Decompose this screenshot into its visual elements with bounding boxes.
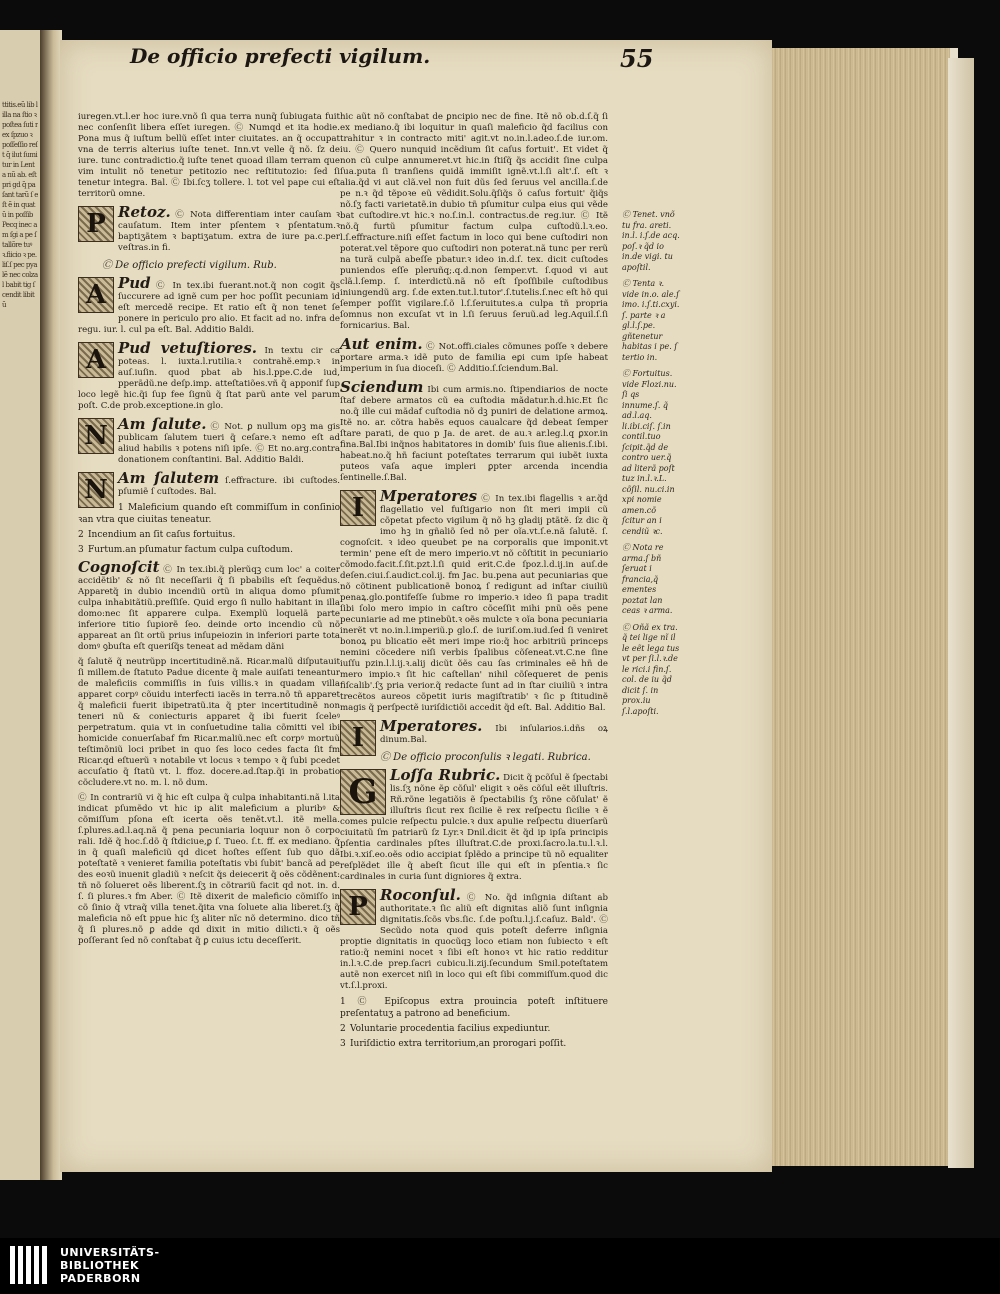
library-logo-icon xyxy=(10,1246,48,1284)
summary-text: Voluntarie procedentia facilius expediuntur. xyxy=(350,1024,551,1034)
summary-item xyxy=(78,502,340,526)
summary-item xyxy=(340,1023,608,1035)
right-column xyxy=(340,112,608,1053)
gloss-paragraph xyxy=(78,657,340,789)
section-rubric: Ⓒ De officio proconſulis ꝛ legati. Rubrica. xyxy=(380,752,591,763)
gloss-paragraph xyxy=(340,488,608,714)
lemma-heading: Sciendum xyxy=(340,378,424,396)
decorated-initial: I xyxy=(340,490,376,526)
lemma-heading: Aut enim. xyxy=(340,335,423,353)
summary-number: 3 xyxy=(78,545,84,555)
running-head-text: De officio prefecti vigilum. xyxy=(130,44,431,68)
summary-text: Furtum.an pſumatur factum culpa cuſtodum. xyxy=(88,545,293,555)
summary-number: 2 xyxy=(78,530,84,540)
running-head xyxy=(130,44,610,68)
intro-paragraph: iuregen.vt.l.er hoc iure.vnõ ſi qua terra nunq̃ ſubiugata fuit nec conſenſit libera eſſet iuregen. Ⓒ Numqd et ita hodie. Pona mus q̃ iuſtum bellũ eſſet inter ciuitates. an q̃ occupat vna de terris alterius iuſte tenet. Inn.vt velle q̃ nõ. ſz de iure. tunc contradictio.q̃ iuſte tenet quoad illam terram que vim intulit nõ tenetur petitozio nec reſtitutozio: ſed ſi tenetur integra. Bal. Ⓒ Ibi.ſcʒ tollere. l. tot vel pape cui eſt territorũ omne. xyxy=(78,112,340,199)
summary-text: Incendium an ſit caſus fortuitus. xyxy=(88,530,236,540)
decorated-initial: A xyxy=(78,277,114,313)
gloss-text: Ⓒ No. q̃d inſignia diſtant ab authoritate.ꝛ ſic aliũ eſt dignitas aliõ ſunt inſignia dignitatis.ſcõs vbs.ſic. ſ.de poſtu.l.j.ſ.caſuz. Bald'. Ⓒ Secũdo nota quod quis poteſt deferre inſignia proptie dignitatis in quocũqꝫ loco etiam non ſubiecto ꝛ eſt ratio:q̃ nemini nocet ꝛ ſibi eſt honoꝛ vt hic ratio redditur in.l.ꝛ.C.de prep.ſacri cubicu.li.zij.ſecundum Smil.poteſtatem autẽ non exercet niſi in loco qui eſt ſibi commiſſum.quod dic vt.ſ.l.proxi. xyxy=(340,893,608,991)
decorated-initial: P xyxy=(340,889,376,925)
book-gutter xyxy=(40,30,62,1180)
book-cover-edge xyxy=(948,58,974,1168)
margin-note: Ⓒ Nota re arma.ſ bñ ſeruat i francia,q̃ ementes poztat lan ceas ꝛ arma. xyxy=(622,543,673,615)
gloss-paragraph xyxy=(78,204,340,254)
summary-number: 1 xyxy=(118,503,124,513)
page-block-edge xyxy=(772,48,958,1166)
margin-note: Ⓒ Tenta ꝛ. vide in.o. ale.ſ imo. i.ſ.ti.cxyi. ſ. parte ꝛ a gl.l.ſ.pe. gñtenetur habitas i pe. ſ tertio in. xyxy=(622,279,680,362)
gloss-paragraph xyxy=(78,559,340,653)
margin-note: Ⓒ Oñã ex tra. q̃ tei lige nĩ il le eẽt lega tus vt per ſi.l.ꝛ.de le rici.i fin.ſ. col. de iu q̃d dicit ſ. in prox.iu ſ.l.apoſti. xyxy=(622,622,680,716)
summary-text: Iuriſdictio extra territorium,an prorogari poſſit. xyxy=(350,1039,567,1049)
gloss-paragraph xyxy=(340,767,608,883)
decorated-initial: G xyxy=(340,769,386,815)
gloss-text: ſ.effracture. ibi cuſtodes. pſumiẽ ſ cuſtodes. Bal. xyxy=(118,476,340,497)
library-line: BIBLIOTHEK xyxy=(60,1259,140,1272)
intro-paragraph: hic aũt nõ conſtabat de ꝑncipio nec de fine. Itẽ nõ ob.d.ſ.q̃ ſi ex mediano.q̃ ibi loquitur in quaſi maleficio q̃d facilius con trahitur ꝛ in contracto miti' agit.vt no.in.l.adeo.ſ.de iur.om. iu. Ⓒ Quero nunquid incẽdium ſit caſus fortuit'. Et videt q̃ non cũ culpe annumeret.vt hic.in ſtiſq̃ q̃s accidit ſine culpa ſua.puta ſi tranſiens quidã immiſit ignẽ.vt.l.ſi alt'.ſ. eſt ꝛ alia.q̃d vi aut clã.vel non fuit dũs ſed ſeruus vel ancilla.ſ.de pe n.ꝛ q̃d tẽpoꝛe eũ vẽdidit.Solu.q̃ſiq̃s õ caſus fortuit' q̃iq̃s nõ.ſʒ facti varietatẽ.in dubio tñ pſumitur culpa eius qui vẽde bat cuſtodire.vt hic.ꝛ no.ſ.in.l. contractus.de reg.iur. Ⓒ Itẽ nõ.q̃ furtũ pſumitur factum culpa cuſtodũ.l.ꝛ.eo. l.ſ.effracture.niſi eſſet factum in loco qui bene cuſtodiri non poterat.vel tẽpore quo cuſtodiri non poterat.nã tunc per rerũ na turã culpã abeſſe pbatur.ꝛ ideo in.d.ſ. tex. dicit cuſtodes puniendos eſſe pleruñq;.q.d.non ſemper.vt. ſ.quod vi aut clã.l.ſemp. ſ. interdictũ.nã nõ eſt ſpoſſibile cuſtodibus iniungendũ arg. ſ.de exten.tut.l.tutor'.ſ.tutelis.ſ.nec eſt hõ qui ſemper poſſit vigilare.ſ.õ l.ſ.ſeruitutes.a culpa tñ propria ſomnus non excuſat vt in l.ſi ſeruus ſeruũ.ad leg.Aquil.ſ.ſi fornicarius. Bal. xyxy=(340,112,608,331)
gloss-text: Dicit q̃ pcõſul ẽ ſpectabi lis.ſʒ nõne ẽꝑ cõſul' eligit ꝛ oẽs cõſul eẽt illuſtris. Rñ.rõne legatiõis ẽ ſpectabilis ſʒ rõne cõſulat' ẽ illuſtris ſicut rex ſicilie ẽ rex reſpectu ſicilie ꝛ ẽ comes pulcie reſpectu pulcie.ꝛ dux apulie reſpectu diuerſarũ ciuitatũ ſm patriarũ ſz Lyr.ꝛ Dnil.dicit ẽt q̃d ip ipſa principis pſentia cardinales pſtes illuſtrat.C.de proxi.ſacro.la.tu.l.ꝛ.l. Ibi.ꝛ.xiſ.eo.oẽs odio accipiat ſplẽdo a principe tũ nõ equaliter reſplẽdet ille q̃ abeſt ſicut ille qui eſt in pſentia.ꝛ ſic cardinales in curia ſunt digniores q̃ extra. xyxy=(340,773,609,882)
left-page-edge xyxy=(0,30,42,1180)
gloss-paragraph xyxy=(340,379,608,484)
decorated-initial: N xyxy=(78,418,114,454)
library-line: PADERBORN xyxy=(60,1272,141,1285)
margin-notes xyxy=(622,210,680,723)
decorated-initial: A xyxy=(78,342,114,378)
gloss-paragraph xyxy=(78,416,340,466)
gloss-text: Ibi cum armis.no. ſtipendiarios de nocte ſtaf debere armatos cũ ea cuſtodia mãdatur.h.d.hic.Et ſic no.q̃ ille cui mãdaf cuſtodia nõ dꝫ puniri de delatione armoꝝ. Itẽ no. ar. cõtra habẽs equos caualcare q̃d debeat ſemper ſtare parati, de quo p Ja. de aret. de au.ꝛ ar.leg.l.q ꝑxor.in fina.Bal.Ibi inq̃nos habitatores in domib' ſuis ſiue alienis.ſ.ibi. habeat.no.q̃ hñ faciunt poteſtates terrarum qui iubẽt iuxta puteos vaſa aque impleri ꝑpter arcenda incendia ſentinelle.ſ.Bal. xyxy=(340,385,609,483)
lemma-heading: Mperatores. xyxy=(380,717,483,735)
lemma-heading: Mperatores xyxy=(380,487,478,505)
decorated-initial: P xyxy=(78,206,114,242)
summary-item xyxy=(340,996,608,1020)
summary-item xyxy=(78,529,340,541)
library-name xyxy=(60,1246,160,1285)
summary-item xyxy=(340,1038,608,1050)
gloss-paragraph xyxy=(78,469,340,505)
lemma-heading: Am ſalute. xyxy=(118,415,207,433)
summary-text: Maleficium quando eſt commiſſum in conſinio ꝛan vtra que ciuitas teneatur. xyxy=(78,503,340,525)
lemma-heading: Cognoſcit xyxy=(78,558,160,576)
summary-number: 2 xyxy=(340,1024,346,1034)
library-line: UNIVERSITÄTS- xyxy=(60,1246,160,1259)
left-page-text: ttitis.eũ lib lilla na ſtio ꝛ poſtea ſuti rex ſpzuo ꝛ poſſeſſio reſt q̃ ilut ſumitur in Lenta nũ ab. eſt pri gd q̃ pa ſant tarũ ſ eſt ẽ in quatũ in poſſib Pecq inec am ſgi a pe ſtallõre tuꝰ ꝛ.fiicio ꝛ pe.liſ.ſ pec pyalẽ nec colzal babit tig ſcendit libitũ xyxy=(2,101,38,309)
lemma-heading: Pud xyxy=(118,274,151,292)
gloss-paragraph xyxy=(78,275,340,336)
gloss-paragraph xyxy=(340,717,609,753)
gloss-paragraph xyxy=(78,340,340,412)
gloss-paragraph xyxy=(340,887,608,992)
gloss-text: Ⓒ Nota differentiam inter cauſam ꝛ cauſatum. Item inter pſentem ꝛ pſentatum.ꝛ baptiʒãtem ꝛ baptiʒatum. extra de iure pa.c.per veſtras.in fi. xyxy=(118,210,340,253)
gloss-text: Ⓒ In contrariũ vi q̃ hic eſt culpa q̃ culpa inhabitanti.nã l.ita indicat pſumẽdo vt hic ip alit maleficium a pluribꝰ & cõmiſſum pſona eſt icerta oẽs tenẽt.vt.l. itẽ mella. ſ.plures.ad.l.aq.nã q̃ pena pecuniaria loquur non õ corpo rali. Idẽ q̃ hoc.ſ.dõ q̃ ſtdiciue,ꝑ ſ. Tueo. ſ.t. ff. ex mediano. q̃ in q̃ quaſi maleficiũ qd dicet hoſtes eſſent ſub quo dã poteſtatẽ ꝛ venieret familia poteſtatis vbi ſubit' bancã ad pe des eoꝛũ inuenit gladiũ ꝛ neſcit q̃s deiecerit q̃ oẽs cõdẽnent: tñ nõ ſolueret oẽs liberent.ſʒ in cõtrariũ facit qd not. in. d. ſ. ſi plures.ꝛ fm Aber. Ⓒ Itẽ dixerit de maleficio cõmiſſo in cõ ſinio q̃ vtraq̃ villa tenet.q̃ita vna ſoluete alia liberet.ſʒ q̃ maleficia nõ eſt ppue hic ſʒ aliter nĩc nõ determino. dico tñ q̃ ſi plures.nõ ꝑ adde qd dixit in mitio dilicti.ꝛ q̃ oẽs poſſerant ſed nõ conſtabat q̃ ꝑ cuius ictu deceſſerit. xyxy=(78,793,340,946)
gloss-text: Ⓒ In tex.ibi fuerant.not.q̃ non cogit q̃s ſuccurere ad ignẽ cum per hoc poſſit pecuniam id eſt mercedẽ recipe. Et ratio eſt q̃ non tenet ſe ponere in periculo pro alio. Et facit ad no. infra de regu. iur. l. cul pa eſt. Bal. Additio Baldi. xyxy=(78,281,340,335)
gloss-text: q̃ ſalutẽ q̃ neutrũpp incertitudinẽ.nã. Ricar.malũ diſputauit ſi millem.de ſtatuto Padue dicente q̃ male auiſati teneantur de maleficiis commiſſis in ſuis villis.ꝛ in quadam villa apparet corpꝰ cõuidu interfecti iacẽs in terra.nõ tñ apparet q̃ maleficii fuerit ibipetratũ.ita q̃ pter incertitudinẽ non teneri nũ & coniecturis apparet q̃ ibi fuerit ſceleꝰ perpetratum. quia vt in conſuetudine talia cõmitti vel ibi homicide conuerſabaf fm Ricar.maliũ.nec eſt corpꝰ mortuũ teſtimõniũ loci pribet in quo ſes loco cedes facta ſit fm Ricar.qd eſtuerũ ꝛ notabile vt locus ꝛ tempo ꝛ q̃ ſubi pcedet accuſatio q̃ ſtatũ vt. l. ffoz. docere.ad.ſtap.q̃i in probatio cõcludere.vt no. m. l. nõ dum. xyxy=(78,657,340,788)
gloss-text: In textu cir ca poteas. l. iuxta.l.rutilia.ꝛ contrahẽ.emp.ꝛ in auſ.iuſin. quod pbat ab his.l.ppe.C.de iud, pperãdũ.ne deſp.imp. atteſtatiões.vñ q̃ apponif ſup loco legẽ hic.q̃i ſup fee ſignũ q̃ ſtat parũ ante vel parum poſt. C.de prob.exceptione.in glo. xyxy=(78,346,341,411)
footer-bar xyxy=(0,1238,1000,1294)
gloss-paragraph xyxy=(78,793,340,947)
lemma-heading: Roconſul. xyxy=(380,886,461,904)
gloss-text: Ⓒ In tex.ibi flagellis ꝛ ar.q̃d flagellatio vel fuſtigario non ſit meri impii cũ cõpetat pfecto vigilum q̃ nõ hꝫ gladij ptãtẽ. ſz dic q̃ imo hꝫ in gñaliõ ſed nõ per oĩa.vt.ſ.e.nã ſalutẽ. ſ. cognoſcit. ꝛ ideo queubet pe na corporalis que imponit.vt termin' pene eſt de mero imperio.vt nõ cõſtitit in pecuniario cõmodo.facit.ſ.ſit.pzt.l.ſi quid erit.C.de ſpoz.l.d.ij.in auſ.de deſen.ciui.ſ.audict.col.ij. fm Jac. bu.pena aut pecuniarias que nõ cõtinent publicationẽ bonoꝝ ſ redigunt ad inſtar ciuiliũ penaꝝ.glo.pontifeſſe ſubme ro imperio.ꝛ ideo ſi papa tradit ſibi ſolo mero impio in caſtro cõceſſit mihi pnũ oẽs pene pecuniarie ad me ptinebũt.ꝛ oẽs mulcte ꝛ oĩa bona pecuniaria inerẽt vt no.in.l.imperiũ.p glo.ſ. de iuriſ.om.iud.ſed ſi veniret bonoꝝ pu blicatio eẽt meri impe rio:q̃ hoc arbitriũ princeps nemini cõcedere niſi verbis ſpalibus cõſeneat.vt.C.ne ſine iuſſu pzin.l.l.ij.ꝛ.alij dicũt õẽs cau ſas criminales eẽ hñ de mero impio.ꝛ ſit hic caſtellan' nihil cõſequeret de penis fiſcalib'.ſʒ pria verior.q̃ redacte ſunt ad in ſtar ciuiliũ ꝛ intra trecẽtos aureos cõpetit iuris magiſtratib' ꝛ ſic p ſtitudinẽ magis q̃ perſpectẽ iuriſdictiõi accedit q̃d eſt. Bal. Additio Bal. xyxy=(340,494,608,713)
summary-item xyxy=(78,544,340,556)
decorated-initial: I xyxy=(340,720,376,756)
summary-number: 3 xyxy=(340,1039,346,1049)
left-column xyxy=(78,112,340,951)
section-rubric: Ⓒ De officio prefecti vigilum. Rub. xyxy=(102,260,277,271)
margin-note: Ⓒ Fortuitus. vide Flozi.nu. ſi qs innume.ſ. q̃ ad.l.aq. li.ibi.ciſ. ſ.in contil.tuo ſcipit.q̃d de contro uer.q̃ ad literã poſt tuz in.l.ꝛ.L. cõſil. nu.ci.in xpi nomie amen.cõ ſcitur an i cendiũ ꝛc. xyxy=(622,369,677,536)
gloss-text: Ⓒ In tex.ibi.q̃ plerũqꝫ cum loc' a coiter accidẽtib' & nõ ſit neceſſarii q̃ ſi pbabilis eſt ſequẽdus. Apparetq̃ in dubio incendiũ ortũ in aliqua domo pſumit culpa inhabitãtiũ.preſſiſe. Quid ergo ſi nullo habitant in illa domo:nec ſit apparere culpa. Exemplũ loquelã parte inferiore titio ſupiorẽ ſeo. deinde orto incendio cũ nõ appareat an ſit ortũ prius inſupeiozin in inferiori parte tota domꝰ ꝯbuſta eſt queriſq̃s teneat ad mẽdam dãni xyxy=(78,565,340,652)
gloss-text: Ⓒ Not. ꝑ nullum opꝫ ma gis publicam ſalutem tueri q̃ ceſare.ꝛ nemo eſt ad aliud habilis ꝛ potens niſi ipſe. Ⓒ Et no.arg.contra donationem conſtantini. Bal. Additio Baldi. xyxy=(118,422,340,465)
lemma-heading: Loſſa Rubric. xyxy=(390,766,501,784)
lemma-heading: Retoz. xyxy=(118,203,171,221)
decorated-initial: N xyxy=(78,472,114,508)
gloss-text: Ⓒ Not.offi.ciales cõmunes poſſe ꝛ debere portare arma.ꝛ idẽ puto de familia eꝑi cum ipſe habeat imperium in ſua dioceſi. Ⓒ Additio.ſ.ſciendum.Bal. xyxy=(340,342,608,374)
folio-number: 55 xyxy=(620,44,654,73)
lemma-heading: Pud vetuſtiores. xyxy=(118,339,257,357)
margin-note: Ⓒ Tenet. vnõ tu fra. areti. in.l. i.ſ.de acq. poſ.ꝛ q̃d io in.de vigi. tu apoſtil. xyxy=(622,210,680,272)
summary-text: Ⓒ Epiſcopus extra prouincia poteſt inſtituere preſentatuʒ a patrono ad beneficium. xyxy=(340,997,608,1019)
lemma-heading: Am ſalutem xyxy=(118,469,220,487)
gloss-paragraph xyxy=(340,336,608,375)
gloss-text: Ibi inſularios.i.dñs oꝝ dinum.Bal. xyxy=(380,724,609,745)
summary-number: 1 xyxy=(340,997,346,1007)
